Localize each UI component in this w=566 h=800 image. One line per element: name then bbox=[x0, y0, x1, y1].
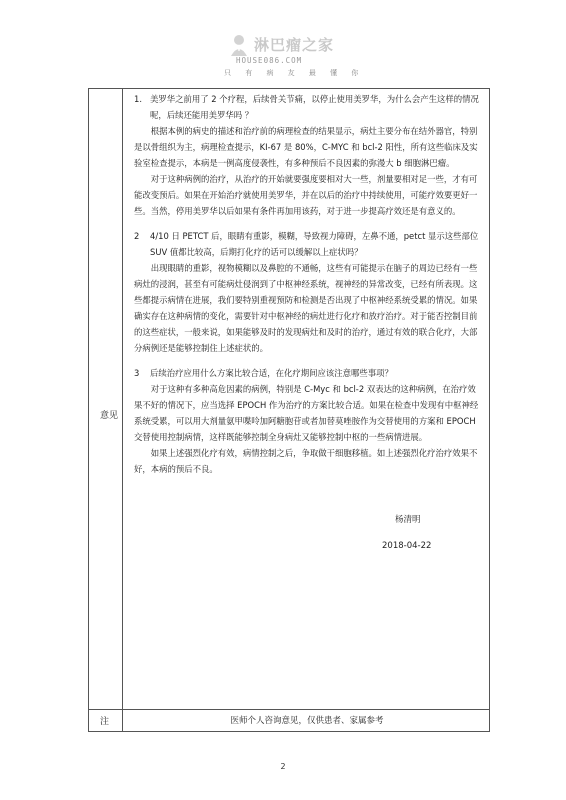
opinion-content bbox=[134, 91, 482, 486]
question bbox=[134, 228, 482, 260]
answer-paragraph: 对于这种有多种高危因素的病例，特别是 C-Myc 和 bcl-2 双表达的这种病例，在治疗效果不好的情况下，应当选择 EPOCH 作为治疗的方案比较合适。如果在检查中发现有中枢神经系统受累，可以用大剂量氨甲喋呤加阿糖胞苷或者加替莫唑胺作为交替使用的方案和 EPOCH 交替使用控制病情，这样既能够控制全身病灶又能够控制中枢的一些病情进展。 bbox=[134, 384, 479, 442]
note-label: 注 bbox=[100, 717, 110, 727]
opinion-label: 意见 bbox=[100, 411, 119, 421]
question-number: 1. bbox=[134, 94, 142, 104]
answer-paragraph: 对于这种病例的治疗，从治疗的开始就要强度要相对大一些，剂量要相对足一些，才有可能改变预后。如果在开始治疗就使用美罗华，并在以后的治疗中持续使用，可能疗效要更好一些。当然，停用美罗华以后如果有条件再加用该药，对于进一步提高疗效还是有意义的。 bbox=[134, 174, 478, 216]
question-text: 4/10 日 PETCT 后，眼睛有重影，模糊，导致视力障碍，左鼻不通，petct 显示这些部位 SUV 值都比较高，后期打化疗的话可以缓解以上症状吗？ bbox=[150, 231, 479, 257]
disclaimer-text: 医师个人咨询意见，仅供患者、家属参考 bbox=[230, 716, 384, 726]
answer-paragraph: 出现眼睛的重影，视物模糊以及鼻腔的不通畅，这些有可能提示在脑子的周边已经有一些病灶的浸润，甚至有可能病灶侵润到了中枢神经系统，视神经的异常改变，已经有所表现。这些都提示病情在进展，我们要特别重视预防和检测是否出现了中枢神经系统受累的情况。如果确实存在这种病情的变化，需要针对中枢神经的病灶进行化疗和放疗治疗。对于能否控制目前的这些症状，一般来说，如果能够及时的发现病灶和及时的治疗，通过有效的联合化疗，大部分病例还是能够控制住上述症状的。 bbox=[134, 263, 478, 353]
question bbox=[134, 365, 482, 381]
logo-url: HOUSE086.COM bbox=[236, 56, 303, 65]
answer-paragraph: 根据本例的病史的描述和治疗前的病理检查的结果显示，病灶主要分布在结外器官，特别是以骨组织为主，病理检查提示，KI-67 是 80%，C-MYC 和 bcl-2 阳性，所有这些临床及实验室检查提示，本病是一例高度侵袭性，有多种预后不良因素的弥漫大 b 细胞淋巴瘤。 bbox=[134, 126, 478, 168]
qa-section-1 bbox=[134, 91, 482, 219]
question-text: 后续治疗应用什么方案比较合适，在化疗期间应该注意哪些事项？ bbox=[150, 368, 393, 378]
question-number: 2 bbox=[134, 231, 140, 241]
answer-paragraph: 如果上述强烈化疗有效，病情控制之后，争取做干细胞移植。如上述强烈化疗治疗效果不好，本病的预后不良。 bbox=[134, 448, 478, 474]
page-number: 2 bbox=[280, 762, 286, 771]
logo-icon bbox=[228, 34, 250, 58]
question-text: 美罗华之前用了 2 个疗程，后续骨关节痛，以停止使用美罗华，为什么会产生这样的情况呢，后续还能用美罗华吗 ？ bbox=[150, 94, 479, 120]
qa-section-2 bbox=[134, 228, 482, 356]
site-header bbox=[0, 24, 566, 88]
qa-section-3 bbox=[134, 365, 482, 477]
row-divider bbox=[89, 709, 489, 710]
doctor-signature: 杨清明 bbox=[395, 515, 421, 525]
question-number: 3 bbox=[134, 368, 140, 378]
question bbox=[134, 91, 482, 123]
column-divider bbox=[122, 89, 123, 731]
logo-text: 淋巴瘤之家 bbox=[254, 36, 335, 54]
logo-slogan: 只 有 病 友 最 懂 你 bbox=[224, 69, 365, 77]
signature-date: 2018-04-22 bbox=[382, 541, 432, 551]
